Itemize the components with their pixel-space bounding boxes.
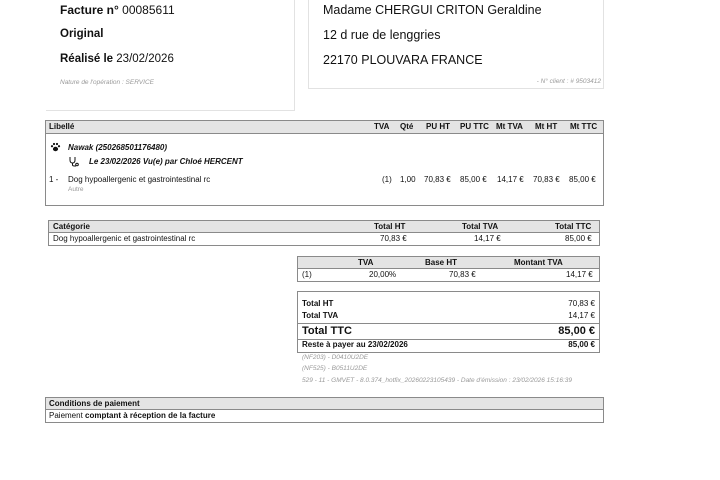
paw-icon bbox=[50, 142, 61, 152]
header-pu-ht: PU HT bbox=[426, 122, 450, 131]
header-mt-tva: Mt TVA bbox=[496, 122, 523, 131]
header-qty: Qté bbox=[400, 122, 414, 131]
category-total-ttc: 85,00 € bbox=[565, 234, 592, 243]
lines-table-header bbox=[46, 121, 603, 134]
vat-table-header bbox=[298, 257, 599, 269]
invoice-info-panel bbox=[46, 0, 295, 111]
header-libelle: Libellé bbox=[49, 122, 75, 131]
payment-conditions-table bbox=[45, 397, 604, 423]
header-base-ht: Base HT bbox=[425, 258, 458, 267]
operation-nature: Nature de l'opération : SERVICE bbox=[60, 79, 154, 86]
original-label: Original bbox=[60, 28, 104, 40]
category-total-tva: 14,17 € bbox=[474, 234, 501, 243]
client-name: Madame CHERGUI CRITON Geraldine bbox=[323, 3, 542, 17]
header-tva: TVA bbox=[374, 122, 390, 131]
category-total-ht: 70,83 € bbox=[380, 234, 407, 243]
category-table bbox=[48, 220, 600, 246]
vat-rate: 20,00% bbox=[369, 270, 397, 279]
header-category: Catégorie bbox=[53, 222, 90, 231]
footer-note-nf203: (NF203) - D0410U2DE bbox=[302, 354, 369, 361]
remaining-label: Reste à payer au 23/02/2026 bbox=[302, 340, 408, 349]
line-mt-tva: 14,17 € bbox=[497, 175, 524, 184]
line-sub-label: Autre bbox=[68, 186, 84, 193]
client-city: 22170 PLOUVARA FRANCE bbox=[323, 53, 483, 67]
total-tva-value: 14,17 € bbox=[568, 311, 595, 320]
line-mt-ttc: 85,00 € bbox=[569, 175, 596, 184]
header-mt-ht: Mt HT bbox=[535, 122, 558, 131]
line-pu-ht: 70,83 € bbox=[424, 175, 451, 184]
header-total-ttc: Total TTC bbox=[555, 222, 592, 231]
line-index: 1 - bbox=[49, 175, 59, 184]
total-ht-value: 70,83 € bbox=[568, 299, 595, 308]
category-name: Dog hypoallergenic et gastrointestinal rc bbox=[53, 234, 196, 243]
category-table-header bbox=[49, 221, 599, 233]
header-mt-ttc: Mt TTC bbox=[570, 122, 598, 131]
line-qty: 1,00 bbox=[400, 175, 416, 184]
client-number: - N° client : # 9503412 bbox=[536, 78, 601, 85]
line-tva: (1) bbox=[382, 175, 392, 184]
line-label: Dog hypoallergenic et gastrointestinal rc bbox=[68, 175, 211, 184]
header-pu-ttc: PU TTC bbox=[460, 122, 489, 131]
footer-note-nf525: (NF525) - B0511U2DE bbox=[302, 365, 368, 372]
total-ttc-value: 85,00 € bbox=[558, 325, 595, 337]
invoice-date: Réalisé le 23/02/2026 bbox=[60, 53, 174, 65]
payment-conditions-title: Conditions de paiement bbox=[49, 399, 140, 408]
vat-code: (1) bbox=[302, 270, 312, 279]
invoice-lines-table bbox=[45, 120, 604, 206]
invoice-number: Facture n° 00085611 bbox=[60, 3, 175, 17]
header-vat: TVA bbox=[358, 258, 374, 267]
footer-note-emission: 529 - 11 - GMVET - 8.0.374_hotfix_20260223105439 - Date d'émission : 23/02/2026 15:16:39 bbox=[302, 377, 572, 384]
vat-base: 70,83 € bbox=[449, 270, 476, 279]
line-mt-ht: 70,83 € bbox=[533, 175, 560, 184]
totals-panel bbox=[297, 291, 600, 353]
header-vat-amount: Montant TVA bbox=[514, 258, 563, 267]
total-ht-label: Total HT bbox=[302, 299, 334, 308]
client-address-panel bbox=[308, 0, 604, 89]
client-street: 12 d rue de lenggries bbox=[323, 28, 441, 42]
vat-table bbox=[297, 256, 600, 282]
line-pu-ttc: 85,00 € bbox=[460, 175, 487, 184]
payment-conditions-header bbox=[46, 398, 603, 410]
visit-info: Le 23/02/2026 Vu(e) par Chloé HERCENT bbox=[89, 157, 243, 166]
total-tva-label: Total TVA bbox=[302, 311, 339, 320]
total-ttc-label: Total TTC bbox=[302, 325, 352, 337]
header-total-ht: Total HT bbox=[374, 222, 406, 231]
payment-conditions-text: Paiement comptant à réception de la facture bbox=[49, 411, 216, 420]
vat-amount: 14,17 € bbox=[566, 270, 593, 279]
total-ttc-row bbox=[298, 323, 599, 340]
header-total-tva: Total TVA bbox=[462, 222, 499, 231]
stethoscope-icon bbox=[68, 156, 79, 167]
remaining-value: 85,00 € bbox=[568, 340, 595, 349]
animal-name: Nawak (250268501176480) bbox=[68, 143, 168, 152]
